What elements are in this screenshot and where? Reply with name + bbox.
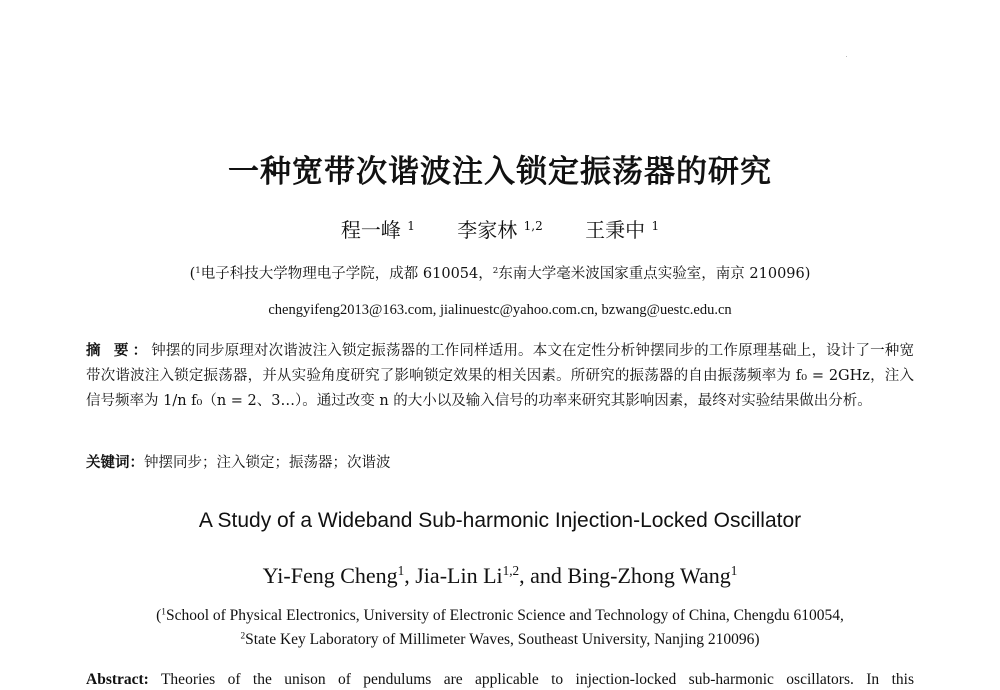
affiliation-text: School of Physical Electronics, University of Electronic Science and Technology of China, Chengdu 610054, (165, 607, 844, 624)
author-name: Jia-Lin Li (415, 563, 503, 588)
keywords-label: 关键词： (86, 455, 144, 471)
author-affiliation-mark: 1 (397, 563, 405, 579)
paren-open: ( (189, 266, 196, 282)
author-emails: chengyifeng2013@163.com, jialinuestc@yahoo.com.cn, bzwang@uestc.edu.cn (268, 302, 732, 318)
affiliation-text: 电子科技大学物理电子学院，成都 610054， (200, 266, 493, 282)
english-abstract (86, 671, 914, 689)
affiliation-text: State Key Laboratory of Millimeter Waves, Southeast University, Nanjing 210096) (245, 631, 760, 648)
chinese-author (585, 214, 659, 243)
chinese-keywords (86, 451, 391, 472)
scan-speck (846, 56, 847, 57)
affiliation-mark: 2 (240, 631, 246, 642)
chinese-affiliation (0, 262, 1000, 283)
author-name: 程一峰 (340, 218, 401, 242)
author-affiliation-mark: 1,2 (523, 218, 543, 233)
author-separator: , (404, 563, 416, 588)
chinese-author (457, 214, 542, 243)
affiliation-mark: 2 (492, 265, 499, 276)
author-affiliation-mark: 1 (407, 218, 415, 233)
affiliation-mark: 1 (195, 265, 201, 276)
chinese-title: 一种宽带次谐波注入锁定振荡器的研究 (228, 154, 772, 190)
abstract-label: 摘 要： (86, 343, 152, 359)
keywords-text: 钟摆同步；注入锁定；振荡器；次谐波 (144, 455, 391, 471)
affiliation-mark: 1 (161, 607, 166, 618)
english-title: A Study of a Wideband Sub-harmonic Injection-Locked Oscillator (198, 509, 802, 532)
paren-open: ( (156, 607, 162, 624)
abstract-text: 钟摆的同步原理对次谐波注入锁定振荡器的工作同样适用。本文在定性分析钟摆同步的工作原理基础上，设计了一种宽带次谐波注入锁定振荡器，并从实验角度研究了影响锁定效果的相关因素。所研究的振荡器的自由振荡频率为 f₀ = 2GHz，注入信号频率为 1/n f₀（n = 2、3…）。通过改变 n 的大小以及输入信号的功率来研究其影响因素，最终对实验结果做出分析。 (86, 343, 914, 409)
author-name: Bing-Zhong Wang (567, 563, 731, 588)
abstract-label: Abstract: (86, 671, 149, 688)
english-affiliation-line2 (0, 631, 1000, 649)
affiliation-text: 东南大学毫米波国家重点实验室，南京 210096) (498, 266, 811, 282)
author-name: Yi-Feng Cheng (262, 563, 398, 588)
chinese-authors (0, 214, 1000, 243)
author-affiliation-mark: 1,2 (502, 563, 520, 579)
english-affiliation-line1 (0, 607, 1000, 625)
author-name: 李家林 (457, 218, 518, 242)
chinese-author (341, 214, 415, 243)
english-authors (0, 563, 1000, 589)
author-name: 王秉中 (585, 218, 646, 242)
chinese-abstract (86, 339, 914, 414)
author-affiliation-mark: 1 (730, 563, 738, 579)
author-separator: , and (519, 563, 568, 588)
abstract-text: Theories of the unison of pendulums are applicable to injection-locked sub-harmonic oscillators. In this (160, 671, 914, 688)
author-affiliation-mark: 1 (651, 218, 660, 233)
